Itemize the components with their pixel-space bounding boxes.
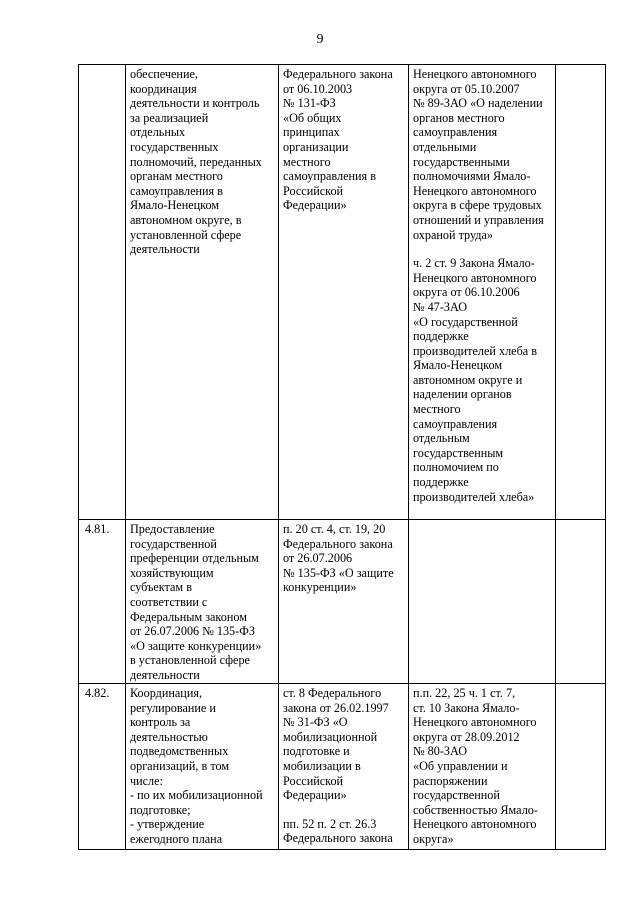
extra-cell	[556, 65, 606, 520]
regional-law-cell	[409, 520, 556, 684]
federal-law-text: ст. 8 Федерального закона от 26.02.1997 № 31-ФЗ «О мобилизационной подготовке и мобилизации в Российской Федерации»	[283, 686, 389, 803]
function-cell	[126, 684, 279, 850]
row-number-cell	[79, 65, 126, 520]
federal-law-cell	[279, 684, 409, 850]
function-text: Предоставление государственной преференции отдельным хозяйствующим субъектам в соответствии с Федеральным законом от 26.07.2006 № 135-ФЗ «О защите конкуренции» в установленной сфере деятельности	[130, 522, 262, 682]
document-table	[78, 64, 606, 850]
regional-law-text: п.п. 22, 25 ч. 1 ст. 7, ст. 10 Закона Ямало- Ненецкого автономного округа от 28.09.2012 № 80-ЗАО «Об управлении и распоряжении государственной собственностью Ямало- Ненецкого автономного округа»	[413, 686, 538, 846]
regional-law-cell	[409, 684, 556, 850]
function-text: Координация, регулирование и контроль за деятельностью подведомственных организаций, в том числе: - по их мобилизационной подготовке; - утверждение ежегодного плана	[130, 686, 263, 846]
function-text: обеспечение, координация деятельности и контроль за реализацией отдельных государственных полномочий, переданных органам местного самоуправления в Ямало-Ненецком автономном округе, в установленной сфере деятельности	[130, 67, 262, 257]
extra-cell	[556, 520, 606, 684]
regional-law-cell	[409, 65, 556, 520]
regional-law-text: ч. 2 ст. 9 Закона Ямало- Ненецкого автономного округа от 06.10.2006 № 47-ЗАО «О государственной поддержке производителей хлеба в Ямало-Ненецком автономном округе и наделении органов местного самоуправления отдельным государственным полномочием по поддержке производителей хлеба»	[413, 256, 537, 504]
federal-law-cell	[279, 520, 409, 684]
table-row	[79, 520, 606, 684]
table-row	[79, 684, 606, 850]
row-number-cell: 4.82.	[79, 684, 126, 850]
federal-law-text: пп. 52 п. 2 ст. 26.3 Федерального закона	[283, 816, 393, 846]
function-cell	[126, 65, 279, 520]
regional-law-text: Ненецкого автономного округа от 05.10.2007 № 89-ЗАО «О наделении органов местного самоуправления отдельными государственными полномочиями Ямало- Ненецкого автономного округа в сфере трудовых отношений и управления охраной труда»	[413, 67, 544, 242]
federal-law-cell	[279, 65, 409, 520]
extra-cell	[556, 684, 606, 850]
federal-law-text: п. 20 ст. 4, ст. 19, 20 Федерального закона от 26.07.2006 № 135-ФЗ «О защите конкуренции»	[283, 522, 394, 595]
federal-law-text: Федерального закона от 06.10.2003 № 131-ФЗ «Об общих принципах организации местного самоуправления в Российской Федерации»	[283, 67, 393, 213]
row-number-cell: 4.81.	[79, 520, 126, 684]
page-number: 9	[316, 32, 324, 47]
function-cell	[126, 520, 279, 684]
table-row	[79, 65, 606, 520]
